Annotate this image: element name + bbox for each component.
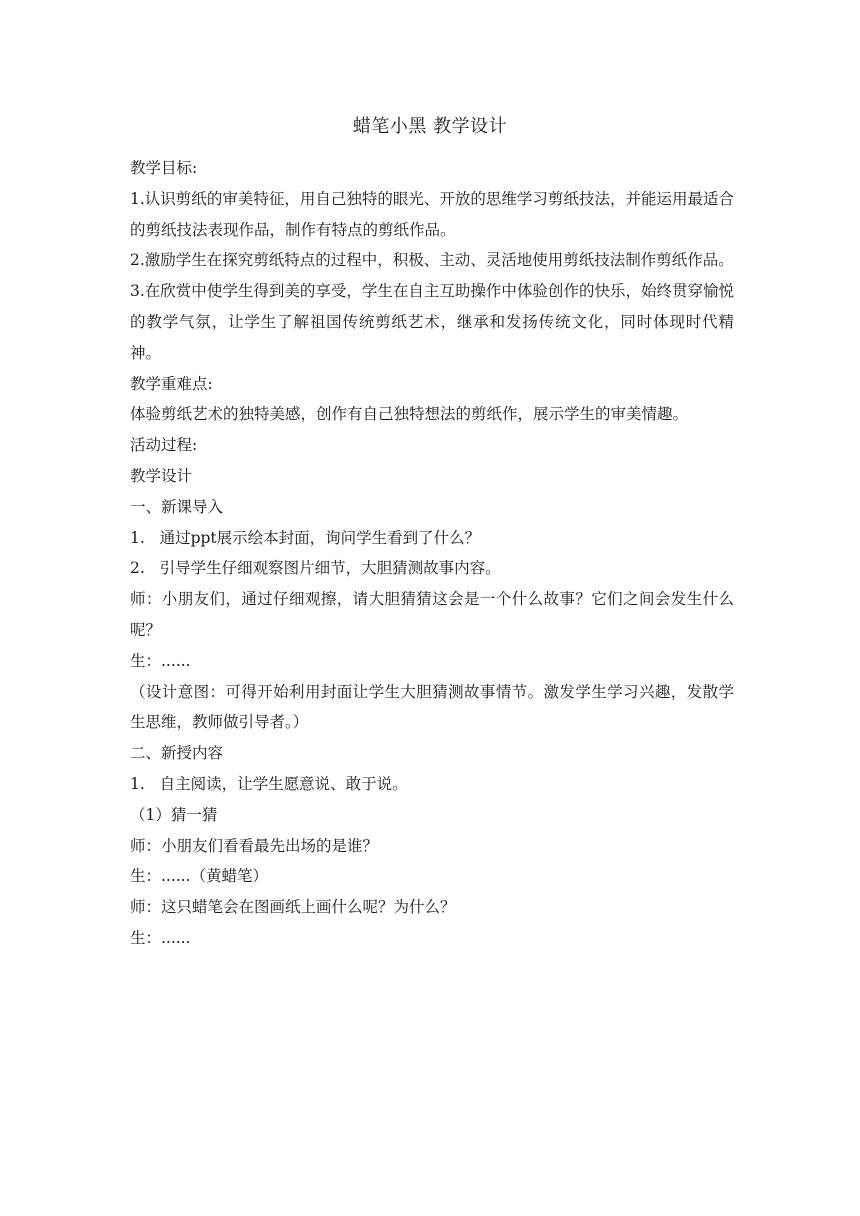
paragraph: （设计意图：可得开始利用封面让学生大胆猜测故事情节。激发学生学习兴趣，发散学生思维，教师做引导者。） [130,682,734,732]
document-title: 蜡笔小黑 教学设计 [352,116,508,137]
paragraph: 体验剪纸艺术的独特美感，创作有自己独特想法的剪纸作，展示学生的审美情趣。 [130,405,689,424]
paragraph: 1. 通过ppt展示绘本封面，询问学生看到了什么？ [130,528,481,547]
paragraph: 师：小朋友们，通过仔细观擦，请大胆猜猜这会是一个什么故事？它们之间会发生什么呢？ [130,590,734,639]
paragraph: 二、新授内容 [130,744,224,763]
paragraph: 生：......（黄蜡笔） [130,867,269,886]
paragraph: （1）猜一猜 [130,805,218,824]
paragraph: 教学重难点: [130,374,213,393]
paragraph: 3.在欣赏中使学生得到美的享受，学生在自主互助操作中体验创作的快乐，始终贯穿愉悦的教学气氛，让学生了解祖国传统剪纸艺术，继承和发扬传统文化，同时体现时代精神。 [130,282,734,362]
paragraph: 师：这只蜡笔会在图画纸上画什么呢？为什么？ [130,898,456,917]
paragraph: 生：...... [130,928,191,947]
paragraph: 一、新课导入 [130,497,224,516]
paragraph: 活动过程: [130,436,198,455]
paragraph: 生：...... [130,651,191,670]
paragraph: 教学目标: [130,159,198,177]
paragraph: 师：小朋友们看看最先出场的是谁？ [130,836,379,855]
paragraph: 2.激励学生在探究剪纸特点的过程中，积极、主动、灵活地使用剪纸技法制作剪纸作品。 [130,251,734,270]
paragraph: 1.认识剪纸的审美特征，用自己独特的眼光、开放的思维学习剪纸技法，并能运用最适合的剪纸技法表现作品，制作有特点的剪纸作品。 [130,189,734,239]
paragraph: 1. 自主阅读，让学生愿意说、敢于说。 [130,774,408,793]
document-body [130,153,734,954]
paragraph: 2. 引导学生仔细观察图片细节，大胆猜测故事内容。 [130,559,501,578]
paragraph: 教学设计 [130,466,193,485]
